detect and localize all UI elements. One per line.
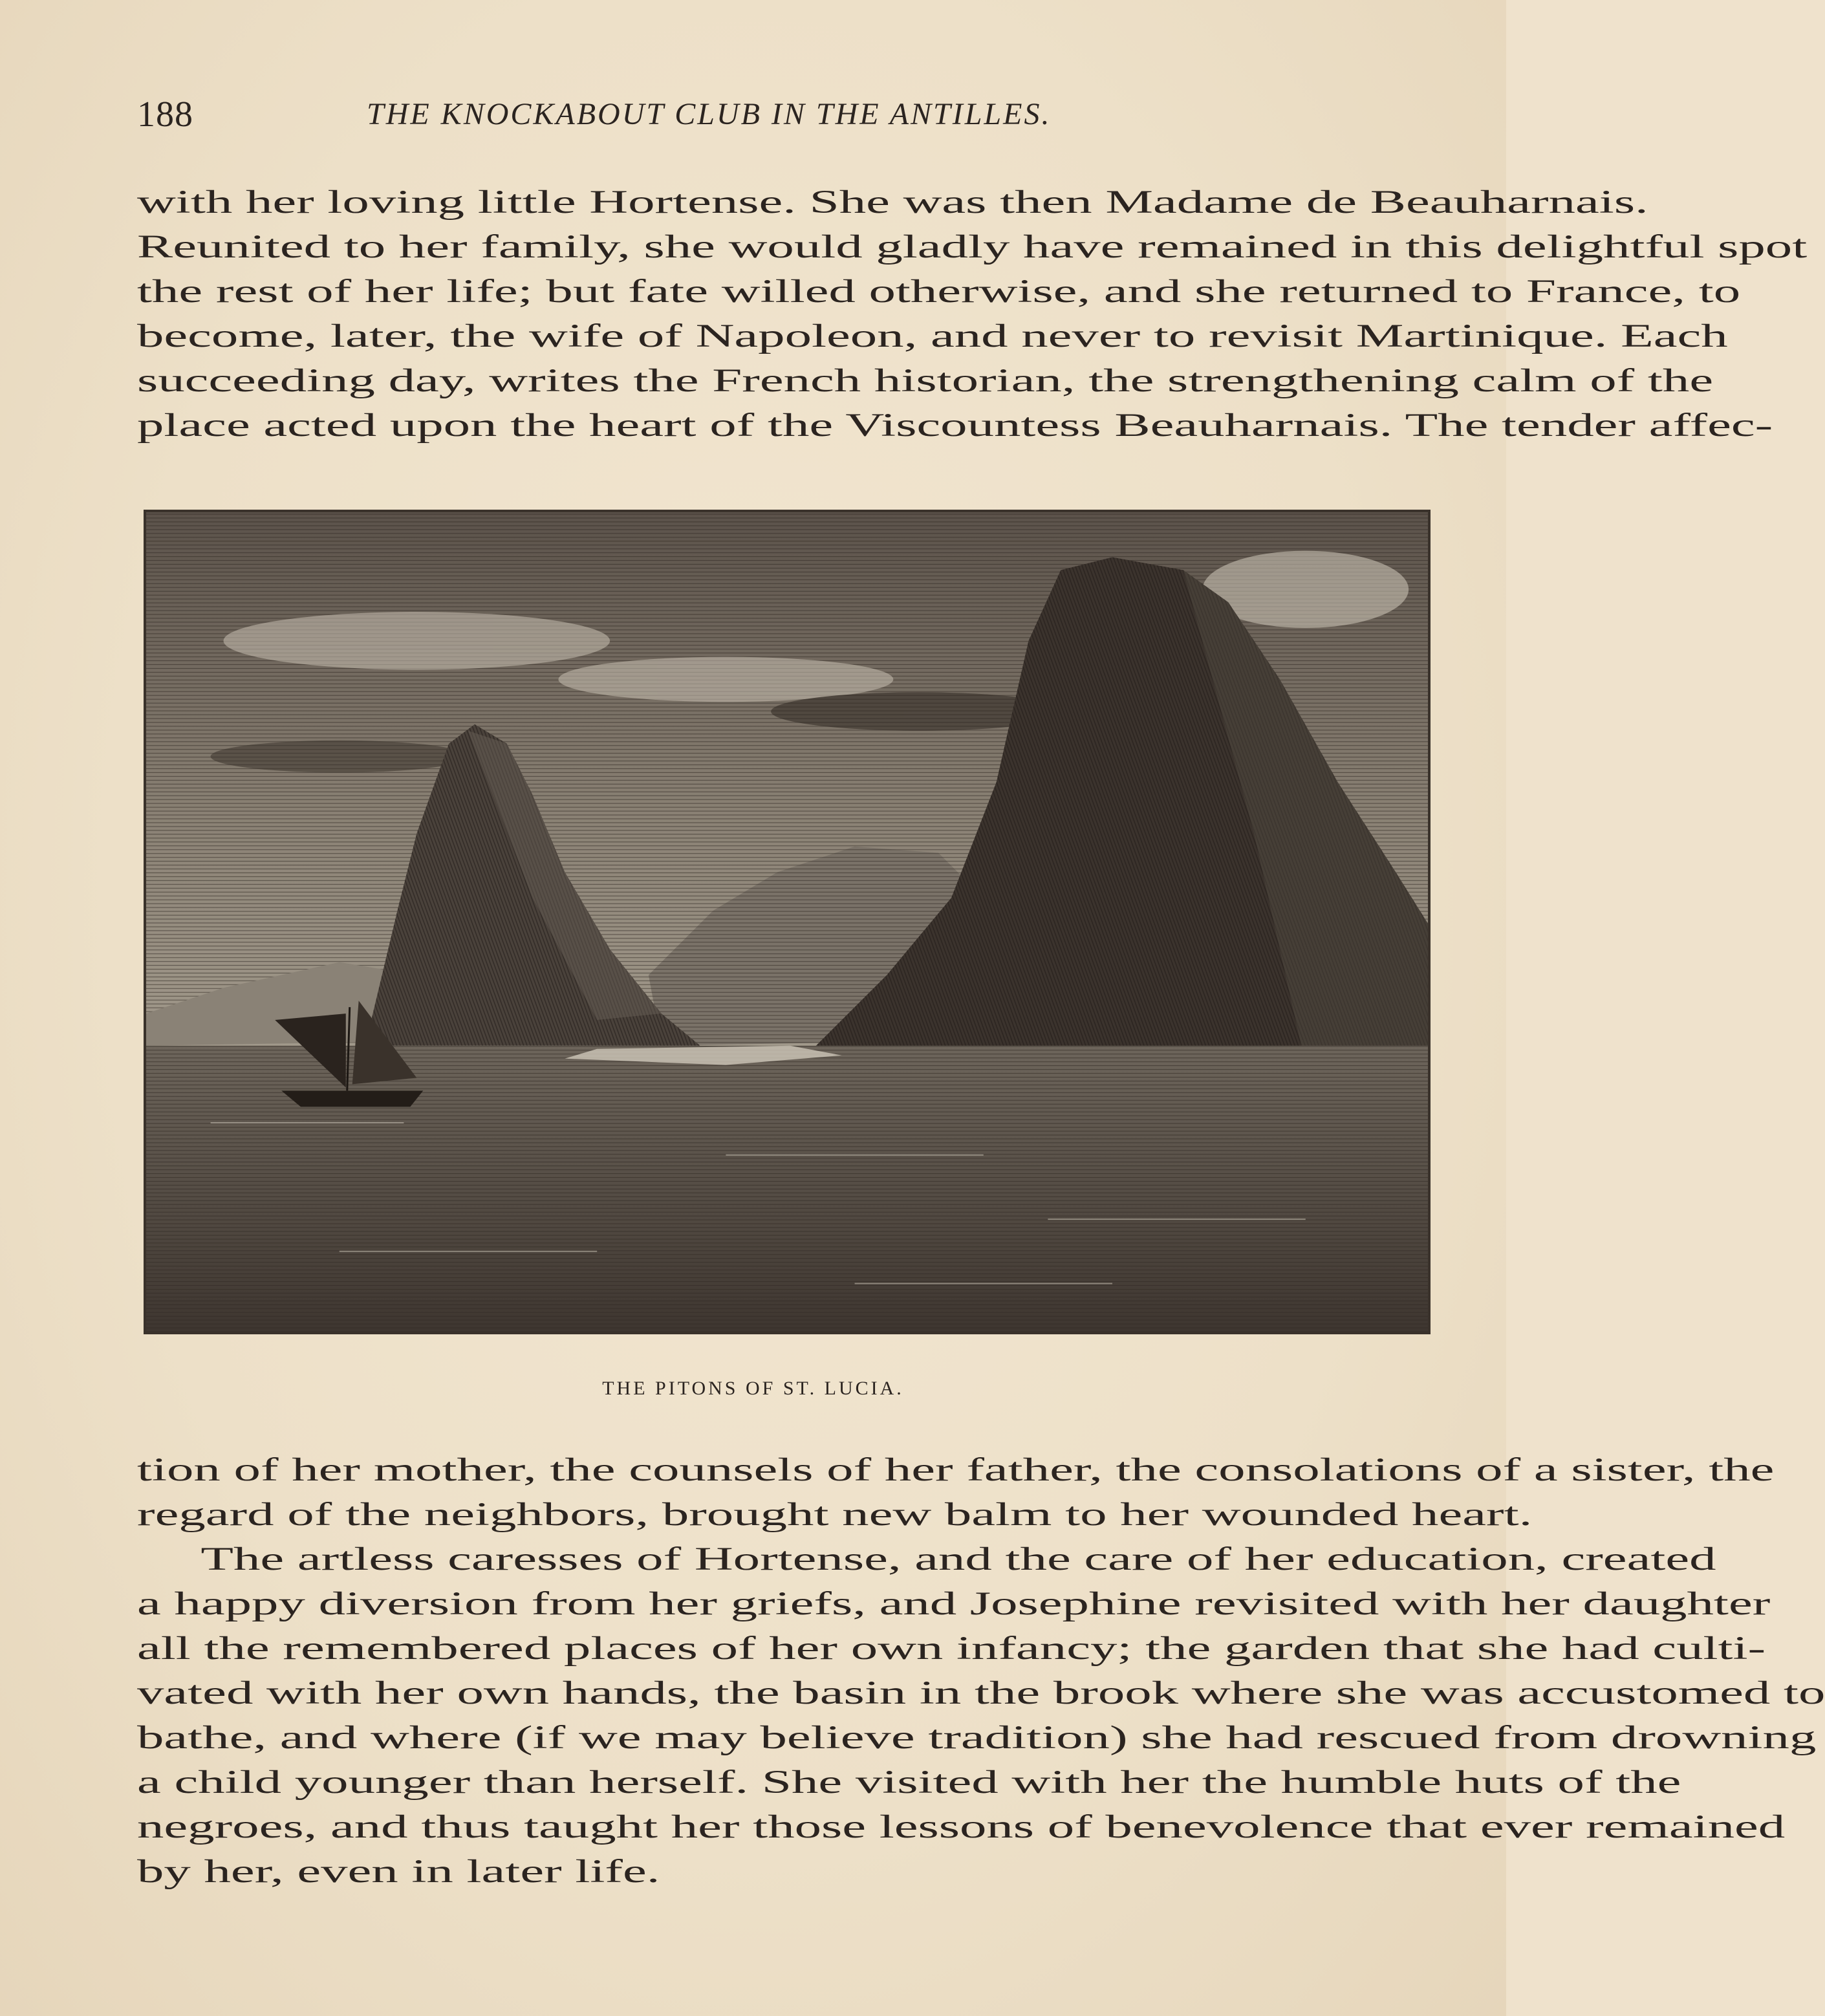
text-line: place acted upon the heart of the Viscountess Beauharnais. The tender affec- [137, 407, 1773, 443]
text-line: with her loving little Hortense. She was then Madame de Beauharnais. [137, 184, 1648, 220]
text-line: negroes, and thus taught her those lessons of benevolence that ever remained [137, 1808, 1786, 1845]
text-line: vated with her own hands, the basin in the brook where she was accustomed to [137, 1675, 1825, 1711]
pitons-engraving [146, 512, 1428, 1332]
text-line: a happy diversion from her griefs, and Josephine revisited with her daughter [137, 1585, 1771, 1621]
paragraph-top [137, 180, 1808, 448]
text-line: by her, even in later life. [137, 1853, 660, 1889]
page-number: 188 [137, 94, 193, 135]
text-line: tion of her mother, the counsels of her father, the consolations of a sister, the [137, 1451, 1775, 1488]
text-line: a child younger than herself. She visited with her the humble huts of the [137, 1764, 1681, 1800]
text-line: regard of the neighbors, brought new balm to her wounded heart. [137, 1496, 1533, 1532]
engraving-illustration [144, 510, 1431, 1334]
paragraph-bottom [137, 1447, 1825, 1894]
page-header [137, 94, 1214, 146]
text-line: succeeding day, writes the French historian, the strengthening calm of the [137, 362, 1714, 398]
figure-caption: THE PITONS OF ST. LUCIA. [602, 1378, 904, 1399]
text-line: the rest of her life; but fate willed otherwise, and she returned to France, to [137, 273, 1741, 309]
text-line: become, later, the wife of Napoleon, and never to revisit Martinique. Each [137, 318, 1728, 354]
text-line: bathe, and where (if we may believe tradition) she had rescued from drowning [137, 1719, 1817, 1755]
text-line: The artless caresses of Hortense, and the care of her education, created [200, 1541, 1716, 1577]
text-line: Reunited to her family, she would gladly have remained in this delightful spot [137, 228, 1808, 265]
running-title: THE KNOCKABOUT CLUB IN THE ANTILLES. [367, 97, 1052, 131]
text-line: all the remembered places of her own infancy; the garden that she had culti- [137, 1630, 1766, 1666]
